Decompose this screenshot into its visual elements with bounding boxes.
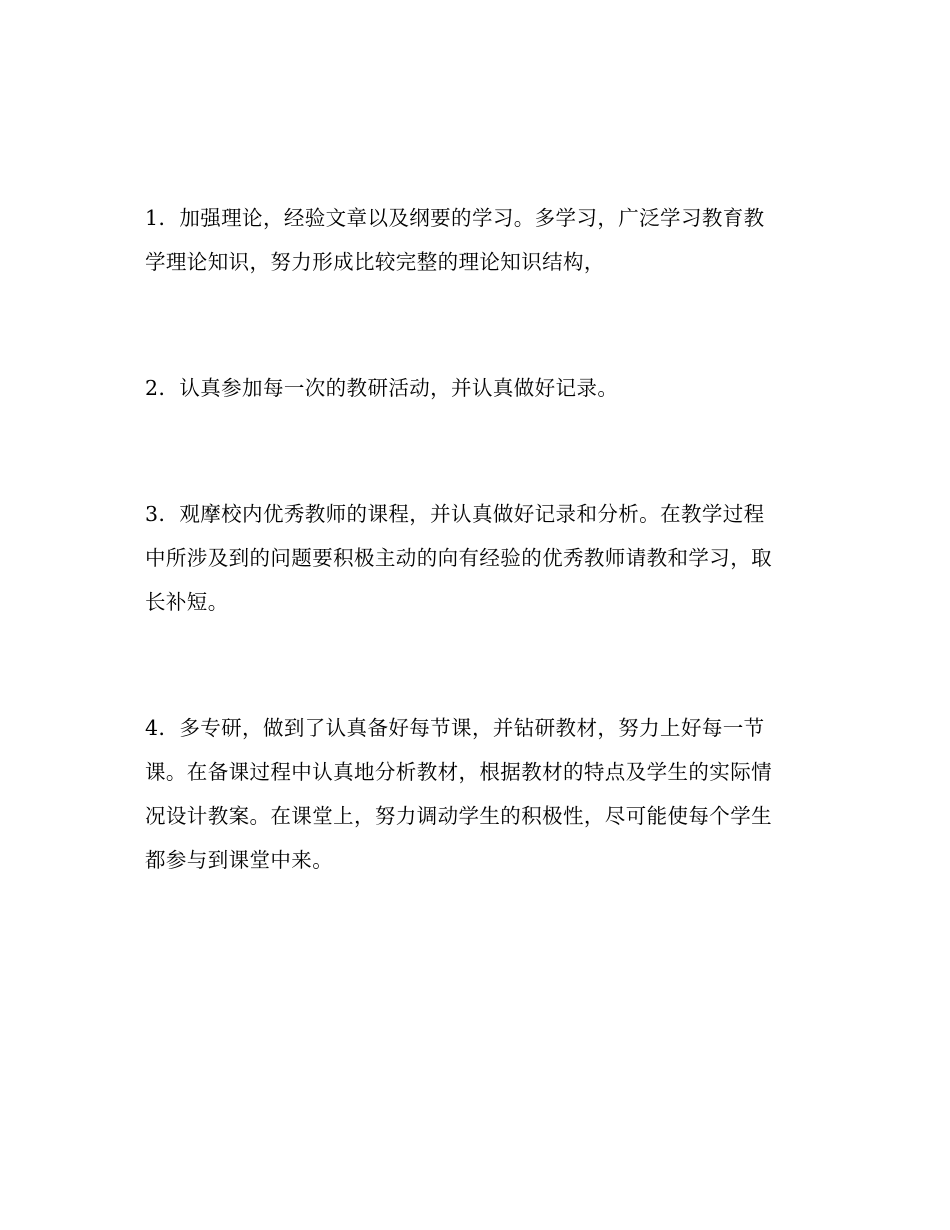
paragraph-line: 2．认真参加每一次的教研活动，并认真做好记录。 [145, 376, 619, 400]
paragraph-line: 长补短。 [145, 590, 229, 614]
paragraph-2 [145, 366, 805, 410]
paragraph-line: 中所涉及到的问题要积极主动的向有经验的优秀教师请教和学习，取 [145, 546, 772, 570]
paragraph-line: 都参与到课堂中来。 [145, 848, 334, 872]
paragraph-spacer [145, 410, 805, 492]
paragraph-line: 学理论知识，努力形成比较完整的理论知识结构， [145, 250, 605, 274]
paragraph-line: 课。在备课过程中认真地分析教材，根据教材的特点及学生的实际情 [145, 760, 772, 784]
paragraph-spacer [145, 624, 805, 706]
paragraph-spacer [145, 284, 805, 366]
paragraph-line: 况设计教案。在课堂上，努力调动学生的积极性，尽可能使每个学生 [145, 804, 772, 828]
paragraph-4 [145, 706, 805, 882]
paragraph-1 [145, 196, 805, 284]
paragraph-line: 1．加强理论，经验文章以及纲要的学习。多学习，广泛学习教育教 [145, 206, 765, 230]
document-body [145, 196, 805, 882]
paragraph-line: 4．多专研，做到了认真备好每节课，并钻研教材，努力上好每一节 [145, 716, 765, 740]
paragraph-line: 3．观摩校内优秀教师的课程，并认真做好记录和分析。在教学过程 [145, 502, 765, 526]
paragraph-3 [145, 492, 805, 624]
